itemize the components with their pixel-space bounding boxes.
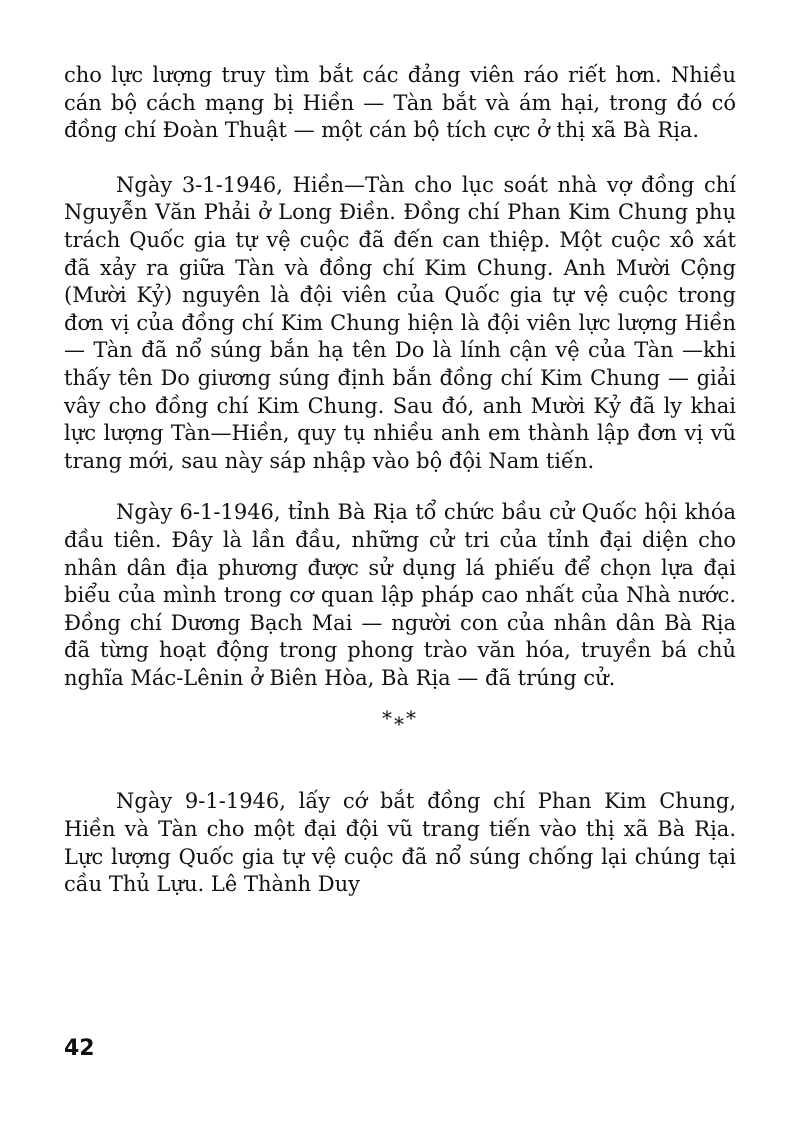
paragraph-jan-6: Ngày 6-1-1946, tỉnh Bà Rịa tổ chức bầu cử Quốc hội khóa đầu tiên. Đây là lần đầu, những cử tri của tỉnh đại diện cho nhân dân địa phương được sử dụng lá phiếu để chọn lựa đại biểu của mình trong cơ quan lập pháp cao nhất của Nhà nước. Đồng chí Dương Bạch Mai — người con của nhân dân Bà Rịa đã từng hoạt động trong phong trào văn hóa, truyền bá chủ nghĩa Mác-Lênin ở Biên Hòa, Bà Rịa — đã trúng cử. [64, 500, 736, 690]
paragraph-continuation: cho lực lượng truy tìm bắt các đảng viên ráo riết hơn. Nhiều cán bộ cách mạng bị Hiền — Tàn bắt và ám hại, trong đó có đồng chí Đoàn Thuật — một cán bộ tích cực ở thị xã Bà Rịa. [64, 63, 736, 143]
paragraph-jan-3: Ngày 3-1-1946, Hiền—Tàn cho lục soát nhà vợ đồng chí Nguyễn Văn Phải ở Long Điền. Đồng chí Phan Kim Chung phụ trách Quốc gia tự vệ cuộc đã đến can thiệp. Một cuộc xô xát đã xảy ra giữa Tàn và đồng chí Kim Chung. Anh Mười Cộng (Mười Kỷ) nguyên là đội viên của Quốc gia tự vệ cuộc trong đơn vị của đồng chí Kim Chung hiện là đội viên lực lượng Hiền— Tàn đã nổ súng bắn hạ tên Do là lính cận vệ của Tàn —khi thấy tên Do giương súng định bắn đồng chí Kim Chung — giải vây cho đồng chí Kim Chung. Sau đó, anh Mười Kỷ đã ly khai lực lượng Tàn—Hiền, quy tụ nhiều anh em thành lập đơn vị vũ trang mới, sau này sáp nhập vào bộ đội Nam tiến. [64, 172, 736, 473]
section-separator [64, 704, 736, 758]
page-body [64, 62, 736, 899]
paragraph-jan-9: Ngày 9-1-1946, lấy cớ bắt đồng chí Phan Kim Chung, Hiền và Tàn cho một đại đội vũ trang tiến vào thị xã Bà Rịa. Lực lượng Quốc gia tự vệ cuộc đã nổ súng chống lại chúng tại cầu Thủ Lựu. Lê Thành Duy [64, 789, 736, 897]
asterism-icon: *⁎* [382, 706, 418, 731]
page-number: 42 [64, 1036, 95, 1061]
